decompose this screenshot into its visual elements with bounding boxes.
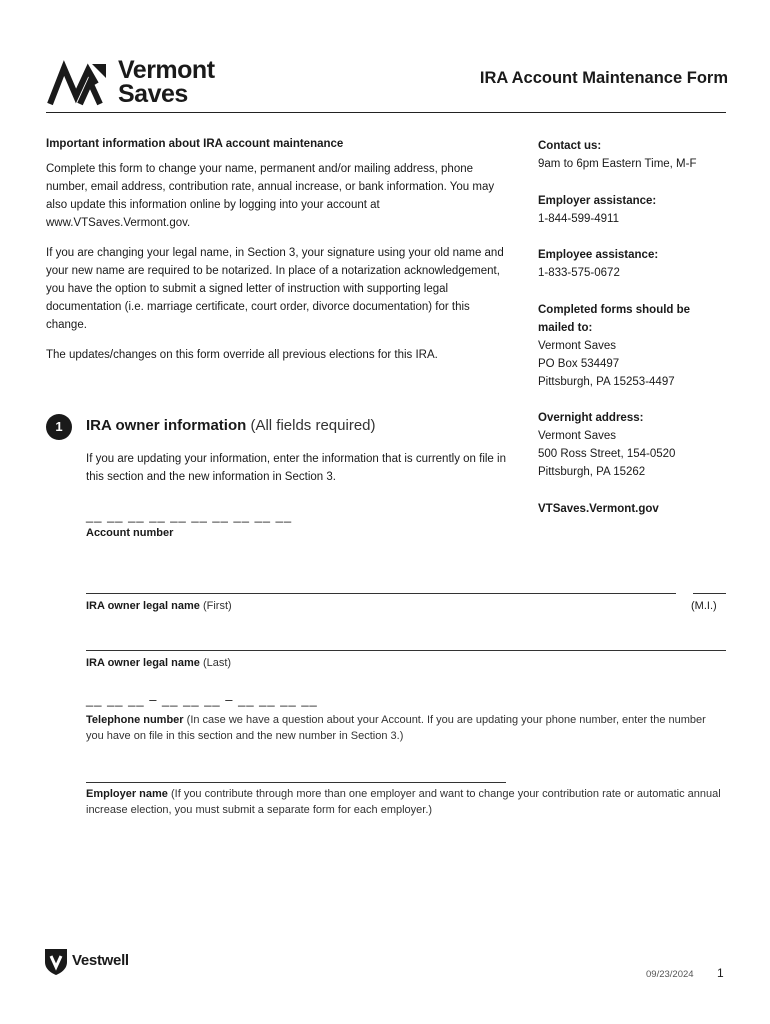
last-name-label-text: IRA owner legal name: [86, 657, 200, 669]
logo-text-vermont: Vermont: [118, 56, 215, 84]
employer-name-label-text: Employer name: [86, 788, 168, 800]
last-name-field[interactable]: [86, 650, 726, 651]
website-link[interactable]: VTSaves.Vermont.gov: [538, 503, 659, 515]
page-number: 1: [717, 966, 724, 980]
telephone-field[interactable]: __ __ __ – __ __ __ – __ __ __ __: [86, 692, 318, 707]
employer-assistance-label: Employer assistance:: [538, 195, 657, 207]
overnight-street: 500 Ross Street, 154-0520: [538, 448, 676, 460]
last-name-hint: (Last): [202, 657, 232, 669]
section-title-note: (All fields required): [250, 417, 376, 434]
form-title: IRA Account Maintenance Form: [479, 69, 728, 87]
mountain-logo-icon: [46, 60, 110, 108]
account-number-label: [86, 525, 173, 541]
mailing-address-label: Completed forms should be mailed to:: [538, 304, 691, 334]
intro-paragraph-1: Complete this form to change your name, permanent and/or mailing address, phone number, email address, contribution rate, annual increase, or bank information. You may also update this information online by logging into your account at www.VTSaves.Vermont.gov.: [46, 163, 495, 229]
telephone-label: [86, 712, 726, 744]
section-title-text: IRA owner information: [86, 417, 247, 434]
contact-label: Contact us:: [538, 140, 602, 152]
header-divider: [46, 112, 726, 113]
overnight-name: Vermont Saves: [538, 430, 616, 442]
mailing-name: Vermont Saves: [538, 340, 616, 352]
section-title: [86, 417, 376, 434]
account-number-field[interactable]: __ __ __ __ __ __ __ __ __ __: [86, 508, 293, 523]
logo-text-saves: Saves: [118, 80, 188, 108]
vermont-saves-logo: [46, 58, 236, 110]
overnight-city: Pittsburgh, PA 15262: [538, 466, 646, 478]
first-name-label-text: IRA owner legal name: [86, 600, 200, 612]
employer-name-label: [86, 786, 726, 818]
footer-date: 09/23/2024: [646, 969, 694, 980]
contact-hours: 9am to 6pm Eastern Time, M-F: [538, 158, 697, 170]
telephone-label-text: Telephone number: [86, 714, 184, 726]
employer-assistance-phone: 1-844-599-4911: [538, 213, 619, 225]
contact-block: [538, 137, 738, 173]
telephone-hint: (In case we have a question about your Account. If you are updating your phone number, enter the number you have on file in this section and the new number in Section 3.): [86, 714, 706, 742]
overnight-address-label: Overnight address:: [538, 412, 644, 424]
intro-paragraph-3: The updates/changes on this form override all previous elections for this IRA.: [46, 349, 438, 361]
intro-heading: Important information about IRA account maintenance: [46, 138, 344, 150]
intro-paragraph-2: If you are changing your legal name, in Section 3, your signature using your old name and your new name are required to be notarized. In place of a notarization acknowledgement, you have the option to submit a signed letter of instruction with supporting legal documentation (i.e. marriage certificate, court order, divorce documentation) for this change.: [46, 247, 504, 331]
overnight-address-block: [538, 409, 738, 481]
employer-assistance-block: [538, 192, 738, 228]
section-number-badge: 1: [46, 414, 72, 440]
vestwell-wordmark: Vestwell: [72, 952, 129, 969]
account-number-label-text: Account number: [86, 527, 174, 539]
employer-name-hint: (If you contribute through more than one employer and want to change your contribution rate or automatic annual increase election, you must submit a separate form for each employer.): [86, 788, 721, 816]
section-description: If you are updating your information, enter the information that is currently on file in this section and the new information in Section 3.: [86, 453, 506, 483]
first-name-hint: (First): [202, 600, 232, 612]
middle-initial-field[interactable]: [693, 593, 726, 594]
employee-assistance-phone: 1-833-575-0672: [538, 267, 620, 279]
employee-assistance-block: [538, 246, 738, 282]
last-name-label: [86, 655, 231, 671]
middle-initial-label: (M.I.): [691, 600, 717, 612]
first-name-label: [86, 598, 232, 614]
employer-name-field[interactable]: [86, 782, 506, 783]
first-name-field[interactable]: [86, 593, 676, 594]
mailing-city: Pittsburgh, PA 15253-4497: [538, 376, 675, 388]
mailing-po-box: PO Box 534497: [538, 358, 620, 370]
vestwell-shield-icon: [44, 948, 68, 976]
mailing-address-block: [538, 301, 738, 391]
employee-assistance-label: Employee assistance:: [538, 249, 659, 261]
